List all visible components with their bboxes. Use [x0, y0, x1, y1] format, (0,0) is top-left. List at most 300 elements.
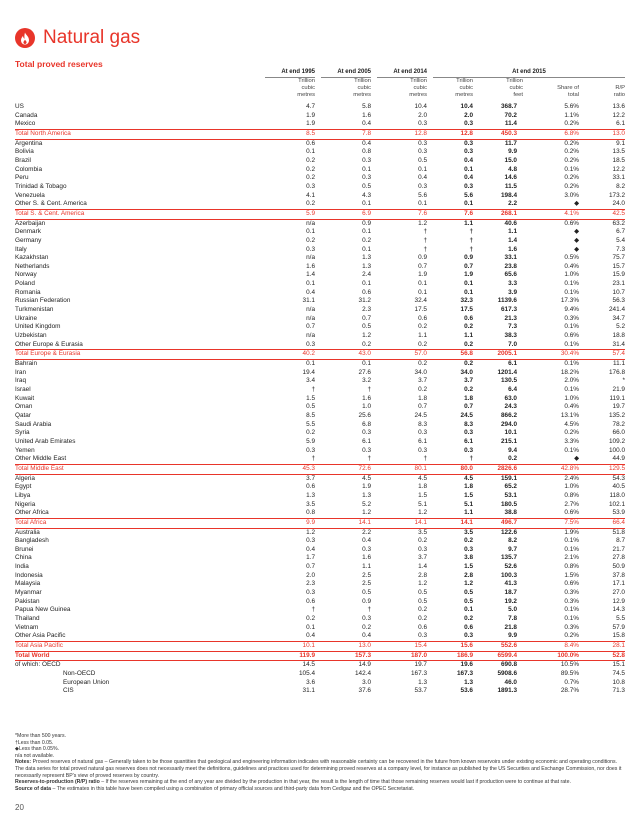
- val-2015-tcf: 14.6: [504, 174, 517, 182]
- val-2005: 0.5: [362, 589, 371, 597]
- val-2015-tcm: †: [469, 236, 473, 244]
- val-2005: 0.9: [362, 597, 371, 605]
- share-of-total: 4.1%: [517, 209, 579, 219]
- rp-ratio: 100.0: [609, 446, 625, 454]
- row-label: Peru: [15, 174, 29, 182]
- val-2015-tcf: 450.3: [473, 129, 517, 139]
- val-1995: 0.3: [306, 340, 315, 348]
- val-2005: 14.1: [315, 518, 371, 528]
- unit-rp-2015: R/P ratio: [613, 85, 625, 98]
- val-2015-tcf: 3.3: [508, 280, 517, 288]
- share-of-total: 0.1%: [564, 446, 579, 454]
- val-2014: 0.3: [418, 545, 427, 553]
- page-header: [15, 25, 140, 51]
- val-1995: 0.1: [306, 280, 315, 288]
- val-2005: 13.0: [315, 642, 371, 652]
- rp-ratio: 31.4: [612, 340, 625, 348]
- val-2014: 0.6: [418, 314, 427, 322]
- val-2015-tcf: 122.6: [473, 528, 517, 537]
- share-of-total: 18.2%: [560, 368, 579, 376]
- val-2015-tcf: 63.0: [504, 394, 517, 402]
- share-of-total: 0.2%: [517, 139, 579, 148]
- table-row: [15, 679, 625, 688]
- val-2015-tcm: †: [469, 455, 473, 463]
- val-2015-tcf: 5908.6: [497, 670, 517, 677]
- val-2015-tcm: †: [469, 245, 473, 253]
- val-2015-tcm: 1.1: [427, 219, 473, 228]
- row-label: Egypt: [15, 483, 32, 491]
- val-2014: 0.2: [418, 323, 427, 331]
- val-2015-tcf: 2.2: [508, 200, 517, 208]
- val-2014: 0.3: [418, 148, 427, 156]
- val-2005: 14.9: [358, 661, 371, 669]
- share-of-total: 0.1%: [564, 386, 579, 393]
- val-2015-tcm: 1.3: [464, 678, 473, 686]
- val-2015-tcf: 690.8: [501, 661, 517, 669]
- share-of-total: 0.6%: [564, 509, 579, 517]
- val-2014: †: [423, 455, 427, 463]
- val-2015-tcf: 135.7: [501, 554, 517, 562]
- table-row: [15, 183, 625, 192]
- definition-term: Source of data: [15, 785, 52, 792]
- rp-ratio: 15.1: [612, 661, 625, 669]
- row-label: Uzbekistan: [15, 332, 47, 340]
- val-2014: 53.7: [414, 687, 427, 695]
- val-2015-tcm: 1.5: [464, 491, 473, 499]
- val-2015-tcf: 496.7: [473, 518, 517, 528]
- rp-ratio: 71.3: [612, 687, 625, 695]
- val-1995: 3.6: [306, 678, 315, 686]
- val-2015-tcf: 1139.6: [497, 297, 517, 305]
- val-2015-tcm: 0.1: [464, 165, 473, 173]
- val-2015-tcf: 53.1: [504, 491, 517, 499]
- rp-ratio: 15.8: [612, 632, 625, 640]
- val-2015-tcm: 0.2: [464, 615, 473, 623]
- share-of-total: 10.5%: [560, 661, 579, 669]
- val-2015-tcf: 198.4: [501, 191, 517, 199]
- reserves-table: [15, 103, 625, 696]
- val-2014: 34.0: [414, 368, 427, 376]
- val-2005: 0.5: [362, 182, 371, 190]
- val-1995: 8.5: [265, 129, 315, 139]
- val-2015-tcm: 0.4: [464, 174, 473, 182]
- val-2015-tcf: 180.5: [501, 500, 517, 508]
- val-2015-tcf: 7.3: [508, 323, 517, 331]
- rp-ratio: 53.9: [612, 509, 625, 517]
- table-row: [15, 289, 625, 298]
- rp-ratio: 12.2: [612, 111, 625, 119]
- row-label: Total North America: [15, 129, 265, 139]
- val-2014: 5.1: [418, 500, 427, 508]
- table-row: [15, 263, 625, 272]
- val-2014: 0.1: [418, 165, 427, 173]
- val-1995: n/a: [306, 314, 315, 322]
- val-2005: 1.0: [362, 403, 371, 411]
- row-label: CIS: [63, 687, 74, 695]
- share-of-total: 0.2%: [564, 429, 579, 437]
- val-2005: 157.3: [315, 651, 371, 661]
- val-2005: 43.0: [315, 350, 371, 360]
- val-2015-tcf: 215.1: [501, 437, 517, 445]
- share-of-total: 0.1%: [517, 360, 579, 369]
- unit-tcm-2015: Trillion cubic metres: [455, 78, 473, 98]
- val-2015-tcm: 0.5: [464, 597, 473, 605]
- col-header-1995: At end 1995: [281, 69, 315, 75]
- val-1995: 4.1: [306, 191, 315, 199]
- region-total-row: [15, 464, 625, 474]
- val-1995: 0.7: [306, 563, 315, 571]
- definitions: [15, 759, 627, 792]
- share-of-total: 0.3%: [564, 623, 579, 631]
- share-of-total: 89.5%: [560, 670, 579, 677]
- row-label: Other Europe & Eurasia: [15, 340, 83, 348]
- val-2015-tcm: 1.8: [464, 483, 473, 491]
- val-2014: 0.3: [418, 429, 427, 437]
- table-row: [15, 632, 625, 641]
- table-row: [15, 580, 625, 589]
- rp-ratio: 19.7: [612, 403, 625, 411]
- table-row: [15, 306, 625, 315]
- rp-ratio: 44.9: [612, 455, 625, 463]
- row-label: Netherlands: [15, 262, 50, 270]
- share-of-total: 0.8%: [564, 563, 579, 571]
- val-2015-tcm: 0.3: [464, 545, 473, 553]
- val-2015-tcm: 17.5: [460, 306, 473, 314]
- row-label: Qatar: [15, 411, 31, 419]
- table-row: [15, 687, 625, 696]
- rp-ratio: 129.5: [579, 464, 625, 474]
- val-2015-tcm: 12.8: [427, 129, 473, 139]
- val-1995: 105.4: [299, 670, 315, 677]
- val-2005: 0.4: [362, 632, 371, 640]
- val-2015-tcm: 0.2: [464, 323, 473, 331]
- row-label: Bangladesh: [15, 537, 49, 545]
- row-label: Israel: [15, 386, 31, 393]
- rp-ratio: 119.1: [609, 394, 625, 402]
- share-of-total: 0.6%: [564, 580, 579, 588]
- row-label: of which: OECD: [15, 661, 61, 669]
- val-2014: 0.2: [418, 615, 427, 623]
- val-1995: 19.4: [302, 368, 315, 376]
- val-2005: 6.8: [362, 420, 371, 428]
- row-label: Other S. & Cent. America: [15, 200, 87, 208]
- table-row: [15, 166, 625, 175]
- table-row: [15, 412, 625, 421]
- share-of-total: 2.0%: [564, 377, 579, 385]
- share-of-total: ◆: [574, 236, 579, 244]
- val-2005: 1.6: [362, 394, 371, 402]
- val-1995: 0.6: [306, 597, 315, 605]
- val-1995: 0.3: [306, 446, 315, 454]
- val-2014: 0.3: [418, 182, 427, 190]
- share-of-total: 1.9%: [517, 528, 579, 537]
- definition: [15, 779, 627, 786]
- row-label: Romania: [15, 288, 41, 296]
- val-1995: 1.4: [306, 271, 315, 279]
- val-2015-tcf: 6.4: [508, 386, 517, 393]
- footnote: †Less than 0.05.: [15, 739, 54, 746]
- share-of-total: 0.4%: [564, 262, 579, 270]
- val-2014: 7.6: [371, 209, 427, 219]
- val-2015-tcm: 167.3: [457, 670, 473, 677]
- share-of-total: 1.0%: [564, 483, 579, 491]
- val-2015-tcf: 21.8: [504, 623, 517, 631]
- val-2015-tcm: 1.9: [464, 271, 473, 279]
- rp-ratio: 6.7: [616, 228, 625, 236]
- val-1995: 1.2: [265, 528, 315, 537]
- row-label: Poland: [15, 280, 35, 288]
- region-total-row: [15, 129, 625, 139]
- table-body: [15, 103, 625, 696]
- row-label: Russian Federation: [15, 297, 71, 305]
- share-of-total: 4.5%: [564, 420, 579, 428]
- val-2005: 0.3: [362, 174, 371, 182]
- rp-ratio: 15.9: [612, 271, 625, 279]
- rp-ratio: 118.0: [609, 491, 625, 499]
- val-1995: 1.9: [306, 111, 315, 119]
- row-label: Colombia: [15, 165, 42, 173]
- val-2015-tcm: 0.6: [464, 623, 473, 631]
- val-2015-tcf: 866.2: [501, 411, 517, 419]
- val-2014: 12.8: [371, 129, 427, 139]
- val-1995: 0.6: [265, 139, 315, 148]
- val-2014: 6.1: [418, 437, 427, 445]
- val-2014: 0.1: [418, 288, 427, 296]
- val-1995: 3.5: [306, 500, 315, 508]
- share-of-total: ◆: [574, 245, 579, 253]
- table-row: [15, 254, 625, 263]
- share-of-total: 3.0%: [564, 191, 579, 199]
- rp-ratio: 50.9: [612, 563, 625, 571]
- row-label: Brazil: [15, 156, 31, 164]
- share-of-total: 0.1%: [564, 280, 579, 288]
- table-row: [15, 606, 625, 615]
- val-2015-tcf: 11.5: [504, 182, 517, 190]
- unit-tcm-2014: Trillion cubic metres: [409, 78, 427, 98]
- val-2005: 3.0: [362, 678, 371, 686]
- region-total-row: [15, 350, 625, 360]
- val-2015-tcf: 65.2: [504, 483, 517, 491]
- rp-ratio: 17.1: [612, 580, 625, 588]
- rp-ratio: 13.6: [612, 103, 625, 110]
- table-row: [15, 386, 625, 395]
- val-2015-tcm: 80.0: [427, 464, 473, 474]
- val-2005: 0.7: [362, 314, 371, 322]
- rp-ratio: 37.8: [612, 571, 625, 579]
- table-row: [15, 315, 625, 324]
- val-2005: 1.2: [362, 509, 371, 517]
- val-1995: 1.7: [306, 554, 315, 562]
- val-2014: 24.5: [414, 411, 427, 419]
- val-1995: 0.1: [306, 148, 315, 156]
- val-1995: 31.1: [302, 687, 315, 695]
- val-1995: 0.4: [306, 288, 315, 296]
- definition-text: – The estimates in this table have been compiled using a combination of primary official sources and third-party data from Cedigaz and the OPEC Secretariat.: [51, 785, 415, 792]
- val-2015-tcm: 0.2: [464, 537, 473, 545]
- val-2015-tcm: 6.1: [464, 437, 473, 445]
- table-row: [15, 157, 625, 166]
- table-row: [15, 377, 625, 386]
- val-1995: 0.2: [306, 165, 315, 173]
- val-2015-tcf: 11.4: [504, 120, 517, 128]
- val-2005: 1.3: [362, 491, 371, 499]
- val-2014: 1.2: [418, 580, 427, 588]
- row-label: Mexico: [15, 120, 36, 128]
- row-label: Yemen: [15, 446, 35, 454]
- rp-ratio: 109.2: [609, 437, 625, 445]
- row-label: Total Europe & Eurasia: [15, 350, 265, 360]
- val-2015-tcm: 3.7: [464, 377, 473, 385]
- val-2015-tcf: 9.9: [508, 632, 517, 640]
- rp-ratio: 5.5: [616, 615, 625, 623]
- val-2015-tcf: 2005.1: [473, 350, 517, 360]
- row-label: Germany: [15, 236, 42, 244]
- row-label: Papua New Guinea: [15, 606, 71, 614]
- val-2014: 0.3: [418, 446, 427, 454]
- rp-ratio: 12.9: [612, 597, 625, 605]
- row-label: Algeria: [15, 474, 265, 483]
- val-2014: 1.2: [418, 509, 427, 517]
- share-of-total: 0.1%: [564, 615, 579, 623]
- row-label: Other Middle East: [15, 455, 67, 463]
- share-of-total: 0.2%: [564, 148, 579, 156]
- val-2015-tcm: 186.9: [427, 651, 473, 661]
- val-1995: 0.3: [306, 245, 315, 253]
- val-2005: 0.4: [362, 120, 371, 128]
- val-1995: 0.1: [265, 360, 315, 369]
- table-row: [15, 474, 625, 483]
- val-2014: †: [423, 236, 427, 244]
- val-1995: †: [311, 386, 315, 393]
- val-1995: n/a: [265, 219, 315, 228]
- share-of-total: 6.8%: [517, 129, 579, 139]
- row-label: Nigeria: [15, 500, 36, 508]
- val-2015-tcf: 100.3: [501, 571, 517, 579]
- val-1995: 9.9: [265, 518, 315, 528]
- val-1995: 0.1: [306, 228, 315, 236]
- table-row: [15, 271, 625, 280]
- val-2005: 6.1: [362, 437, 371, 445]
- val-2014: 3.5: [371, 528, 427, 537]
- footnote: n/a not available.: [15, 752, 55, 759]
- val-2015-tcf: 19.2: [504, 597, 517, 605]
- share-of-total: 0.6%: [564, 332, 579, 340]
- val-1995: n/a: [306, 306, 315, 314]
- val-2015-tcf: 9.7: [508, 545, 517, 553]
- val-2014: 0.4: [418, 174, 427, 182]
- val-2014: 1.1: [418, 332, 427, 340]
- rp-ratio: 57.4: [579, 350, 625, 360]
- val-1995: 0.7: [306, 323, 315, 331]
- val-2015-tcf: 0.2: [508, 455, 517, 463]
- val-2015-tcf: 2826.6: [473, 464, 517, 474]
- rp-ratio: 40.5: [612, 483, 625, 491]
- table-row: [15, 332, 625, 341]
- val-2015-tcm: 3.5: [427, 528, 473, 537]
- val-2005: 7.8: [315, 129, 371, 139]
- table-row: [15, 546, 625, 555]
- rp-ratio: 18.8: [612, 332, 625, 340]
- val-2005: 0.2: [362, 236, 371, 244]
- val-1995: 1.5: [306, 394, 315, 402]
- val-2014: 8.3: [418, 420, 427, 428]
- val-2005: 0.3: [362, 545, 371, 553]
- val-2015-tcf: 368.7: [501, 103, 517, 110]
- rp-ratio: 15.7: [612, 262, 625, 270]
- row-label: Libya: [15, 491, 31, 499]
- val-2015-tcm: 0.1: [464, 606, 473, 614]
- val-2015-tcm: 5.1: [464, 500, 473, 508]
- val-2015-tcm: 0.6: [464, 314, 473, 322]
- row-label: Kazakhstan: [15, 254, 49, 262]
- val-2015-tcf: 10.1: [504, 429, 517, 437]
- rp-ratio: 23.1: [612, 280, 625, 288]
- val-2015-tcf: 46.0: [504, 678, 517, 686]
- table-row: [15, 219, 625, 228]
- table-row: [15, 509, 625, 518]
- row-label: Denmark: [15, 228, 41, 236]
- val-2015-tcf: 1891.3: [497, 687, 517, 695]
- row-label: Azerbaijan: [15, 219, 265, 228]
- val-2014: 167.3: [411, 670, 427, 677]
- val-2015-tcf: 130.5: [501, 377, 517, 385]
- val-2015-tcm: 1.1: [464, 332, 473, 340]
- table-row: [15, 615, 625, 624]
- rp-ratio: 27.0: [612, 589, 625, 597]
- val-2014: 3.7: [418, 554, 427, 562]
- table-row: [15, 501, 625, 510]
- val-2015-tcm: 1.2: [464, 580, 473, 588]
- row-label: Saudi Arabia: [15, 420, 52, 428]
- val-2015-tcm: 0.3: [464, 446, 473, 454]
- table-row: [15, 661, 625, 670]
- region-total-row: [15, 642, 625, 652]
- table-row: [15, 421, 625, 430]
- footnote: ◆Less than 0.05%.: [15, 746, 60, 753]
- table-row: [15, 429, 625, 438]
- val-1995: 0.3: [306, 182, 315, 190]
- val-2014: 17.5: [414, 306, 427, 314]
- val-2014: 14.1: [371, 518, 427, 528]
- val-2015-tcm: 7.6: [427, 209, 473, 219]
- val-1995: 0.2: [306, 429, 315, 437]
- val-2014: 1.8: [418, 483, 427, 491]
- val-2015-tcf: 33.1: [504, 254, 517, 262]
- val-2015-tcf: 23.8: [504, 262, 517, 270]
- val-1995: †: [311, 455, 315, 463]
- val-2014: 0.2: [418, 606, 427, 614]
- share-of-total: 2.7%: [564, 500, 579, 508]
- val-1995: 0.8: [306, 509, 315, 517]
- share-of-total: 0.1%: [564, 288, 579, 296]
- val-2015-tcf: 268.1: [473, 209, 517, 219]
- val-2015-tcm: 0.2: [427, 360, 473, 369]
- table-row: [15, 528, 625, 537]
- row-label: Turkmenistan: [15, 306, 54, 314]
- val-2014: 0.2: [418, 537, 427, 545]
- flame-icon: [15, 28, 35, 48]
- val-2015-tcm: 0.1: [464, 280, 473, 288]
- rp-ratio: 52.8: [579, 651, 625, 661]
- table-row: [15, 228, 625, 237]
- definition: [15, 759, 627, 779]
- val-2015-tcf: 4.8: [508, 165, 517, 173]
- val-2014: 0.7: [418, 262, 427, 270]
- row-label: Total Africa: [15, 518, 265, 528]
- share-of-total: 1.0%: [564, 394, 579, 402]
- val-1995: 0.6: [306, 483, 315, 491]
- row-label: Vietnam: [15, 623, 39, 631]
